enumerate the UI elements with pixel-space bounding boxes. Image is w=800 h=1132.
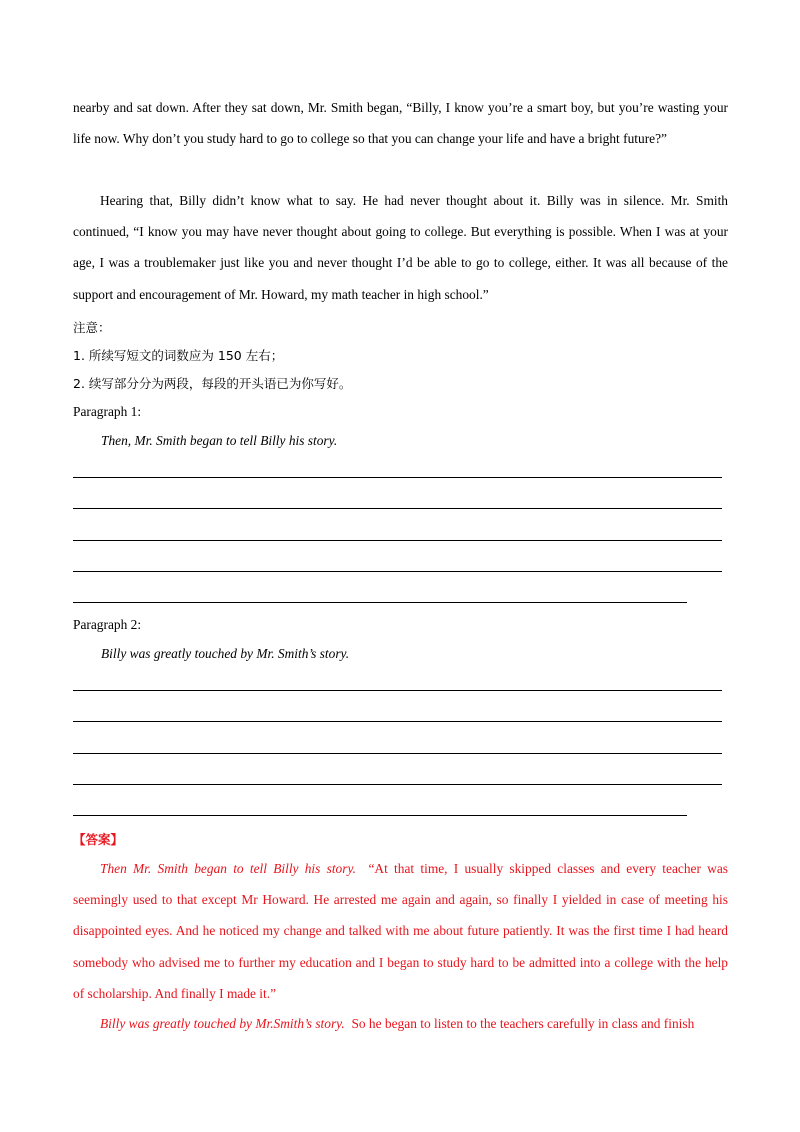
writing-line [73,784,722,785]
writing-line [73,571,722,572]
answer-paragraph-1 [73,853,728,1009]
answer-p2-body: So he began to listen to the teachers carefully in class and finish [351,1016,695,1031]
answer-paragraph-2 [73,1008,728,1039]
notes-item-2: 2. 续写部分分为两段，每段的开头语已为你写好。 [73,376,352,391]
answer-p1-body: “At that time, I usually skipped classes and every teacher was seemingly used to that except Mr Howard. He arrested me again and again, so finally I yielded in case of meeting his disappointed eyes. And he noticed my change and talked with me about future patiently. It was the first time I had heard somebody who advised me to further my education and I began to study hard to be admitted into a college with the help of scholarship. And finally I made it.” [73,861,728,1001]
paragraph-1-opening: Then, Mr. Smith began to tell Billy his story. [101,433,338,448]
writing-line [73,508,722,509]
paragraph-2-label: Paragraph 2: [73,617,142,632]
writing-line [73,753,722,754]
writing-line [73,721,722,722]
story-paragraph-1: nearby and sat down. After they sat down, Mr. Smith began, “Billy, I know you’re a smart boy, but you’re wasting your life now. Why don’t you study hard to go to college so that you can change your life and have a bright future?” [73,100,728,147]
writing-line [73,690,722,691]
answer-p2-opening: Billy was greatly touched by Mr.Smith’s story. [100,1016,345,1031]
notes-item-1: 1. 所续写短文的词数应为 150 左右； [73,348,284,363]
notes-heading: 注意： [73,320,111,335]
writing-line [73,477,722,478]
writing-line [73,815,687,816]
answer-heading: 【答案】 [73,832,124,847]
answer-p1-opening: Then Mr. Smith began to tell Billy his story. [100,861,356,876]
writing-line [73,540,722,541]
writing-line [73,602,687,603]
paragraph-2-opening: Billy was greatly touched by Mr. Smith’s story. [101,646,350,661]
story-paragraph-2: Hearing that, Billy didn’t know what to say. He had never thought about it. Billy was in silence. Mr. Smith continued, “I know you may have never thought about going to college. But everything is possible. When I was at your age, I was a troublemaker just like you and never thought I’d be able to go to college, either. It was all because of the support and encouragement of Mr. Howard, my math teacher in high school.” [73,193,728,302]
paragraph-1-label: Paragraph 1: [73,404,142,419]
